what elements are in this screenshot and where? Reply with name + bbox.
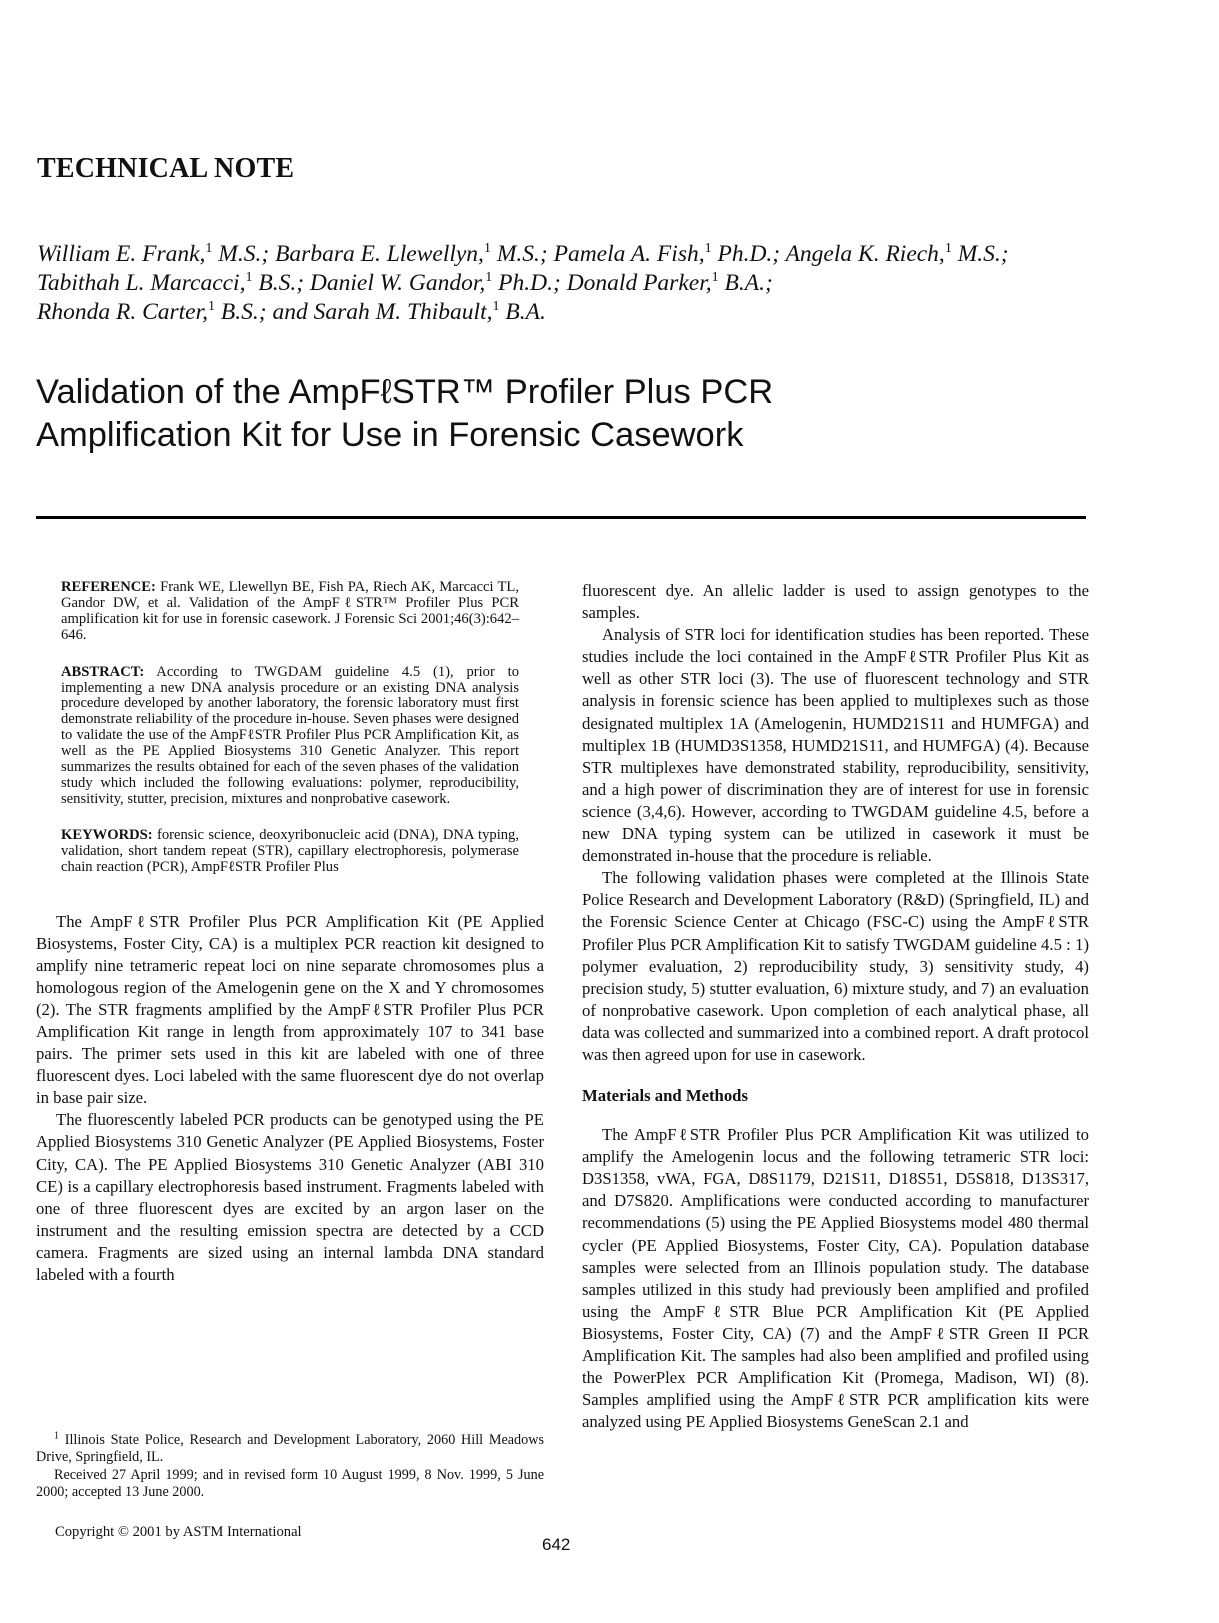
author: Pamela A. Fish,$^1$ Ph.D.; xyxy=(553,241,786,267)
title-line: Validation of the AmpFℓSTR™ Profiler Plus PCR xyxy=(36,373,774,411)
author: Donald Parker,$^1$ B.A.; xyxy=(566,270,773,296)
received-footnote: Received 27 April 1999; and in revised form 10 August 1999, 8 Nov. 1999, 5 June 2000; accepted 13 June 2000. xyxy=(36,1466,544,1500)
author: Barbara E. Llewellyn,$^1$ M.S.; xyxy=(275,241,554,267)
keywords-text: forensic science, deoxyribonucleic acid (DNA), DNA typing, validation, short tandem repeat (STR), capillary electrophoresis, polymerase chain reaction (PCR), AmpFℓSTR Profiler Plus xyxy=(61,826,519,875)
copyright-notice: Copyright © 2001 by ASTM International xyxy=(55,1524,302,1540)
title-line: Amplification Kit for Use in Forensic Casework xyxy=(36,416,744,454)
left-column xyxy=(36,580,544,1286)
author: and Sarah M. Thibault,$^1$ B.A. xyxy=(272,299,546,325)
abstract-text: According to TWGDAM guideline 4.5 (1), prior to implementing a new DNA analysis procedure or an existing DNA analysis procedure developed by another laboratory, the forensic laboratory must first demonstrate reliability of the procedure in-house. Seven phases were designed to validate the use of the AmpFℓSTR Profiler Plus PCR Amplification Kit, as well as the PE Applied Biosystems 310 Genetic Analyzer. This report summarizes the results obtained for each of the seven phases of the validation study which included the following evaluations: polymer, reproducibility, sensitivity, stutter, precision, mixtures and nonprobative casework. xyxy=(61,663,519,807)
paper-title xyxy=(36,371,1136,457)
body-paragraph: The AmpFℓSTR Profiler Plus PCR Amplification Kit (PE Applied Biosystems, Foster City, CA) is a multiplex PCR reaction kit designed to amplify nine tetrameric repeat loci on nine separate chromosomes plus a homologous region of the Amelogenin gene on the X and Y chromosomes (2). The STR fragments amplified by the AmpFℓSTR Profiler Plus PCR Amplification Kit range in length from approximately 107 to 341 base pairs. The primer sets used in this kit are labeled with one of three fluorescent dyes. Loci labeled with the same fluorescent dye do not overlap in base pair size. xyxy=(36,911,544,1108)
page-number: 642 xyxy=(542,1535,571,1554)
reference-block xyxy=(36,580,519,644)
right-column xyxy=(582,580,1089,1433)
title-divider xyxy=(36,516,1086,519)
reference-text: Frank WE, Llewellyn BE, Fish PA, Riech AK, Marcacci TL, Gandor DW, et al. Validation of the AmpFℓSTR™ Profiler Plus PCR amplification kit for use in forensic casework. J Forensic Sci 2001;46(3):642–646. xyxy=(61,579,519,643)
author: Daniel W. Gandor,$^1$ Ph.D.; xyxy=(309,270,567,296)
author: Angela K. Riech,$^1$ M.S.; xyxy=(785,241,1009,267)
body-paragraph: Analysis of STR loci for identification studies has been reported. These studies include the loci contained in the AmpFℓSTR Profiler Plus Kit as well as other STR loci (3). The use of fluorescent technology and STR analysis in forensic science has been applied to multiplexes such as those designated multiplex 1A (Amelogenin, HUMD21S11 and HUMFGA) and multiplex 1B (HUMD3S1358, HUMD21S11, and HUMFGA) (4). Because STR multiplexes have demonstrated stability, reproducibility, sensitivity, and a high power of discrimination they are of interest for use in forensic science (3,4,6). However, according to TWGDAM guideline 4.5, before a new DNA typing system can be utilized in casework it must be demonstrated in-house that the procedure is reliable. xyxy=(582,625,1089,866)
body-paragraph: fluorescent dye. An allelic ladder is used to assign genotypes to the samples. xyxy=(582,581,1089,623)
affiliation-footnote: $^1$ Illinois State Police, Research and Development Laboratory, 2060 Hill Meadows Drive, Springfield, IL. xyxy=(36,1430,544,1466)
author: Tabithah L. Marcacci,$^1$ B.S.; xyxy=(37,270,310,296)
reference-label: REFERENCE: xyxy=(61,579,156,595)
body-paragraph: The following validation phases were completed at the Illinois State Police Research and Development Laboratory (R&D) (Springfield, IL) and the Forensic Science Center at Chicago (FSC-C) using the AmpFℓSTR Profiler Plus PCR Amplification Kit to satisfy TWGDAM guideline 4.5 : 1) polymer evaluation, 2) reproducibility study, 3) sensitivity study, 4) precision study, 5) stutter evaluation, 6) mixture study, and 7) an evaluation of nonprobative casework. Upon completion of each analytical phase, all data was collected and summarized into a combined report. A draft protocol was then agreed upon for use in casework. xyxy=(582,868,1089,1064)
footnotes xyxy=(36,1432,544,1501)
author: William E. Frank,$^1$ M.S.; xyxy=(37,241,276,267)
body-paragraph: The AmpFℓSTR Profiler Plus PCR Amplification Kit was utilized to amplify the Amelogenin locus and the following tetrameric STR loci: D3S1358, vWA, FGA, D8S1179, D21S11, D18S51, D5S818, D13S317, and D7S820. Amplifications were conducted according to manufacturer recommendations (5) using the PE Applied Biosystems model 480 thermal cycler (PE Applied Biosystems, Foster City, CA). Population database samples were selected from an Illinois population study. The database samples utilized in this study had previously been amplified and profiled using the AmpFℓSTR Blue PCR Amplification Kit (PE Applied Biosystems, Foster City, CA) (7) and the AmpFℓSTR Green II PCR Amplification Kit. The samples had also been amplified and profiled using the PowerPlex PCR Amplification Kit (Promega, Madison, WI) (8). Samples amplified using the AmpFℓSTR PCR amplification kits were analyzed using PE Applied Biosystems GeneScan 2.1 and xyxy=(582,1125,1089,1432)
abstract-block xyxy=(36,665,519,808)
section-heading: Materials and Methods xyxy=(582,1086,748,1106)
body-paragraph: The fluorescently labeled PCR products can be genotyped using the PE Applied Biosystems 310 Genetic Analyzer (PE Applied Biosystems, Foster City, CA). The PE Applied Biosystems 310 Genetic Analyzer (ABI 310 CE) is a capillary electrophoresis based instrument. Fragments labeled with one of three fluorescent dyes are excited by an argon laser on the instrument and the resulting emission spectra are detected by a CCD camera. Fragments are sized using an internal lambda DNA standard labeled with a fourth xyxy=(36,1110,544,1284)
section-label: TECHNICAL NOTE xyxy=(37,153,295,184)
abstract-label: ABSTRACT: xyxy=(61,663,145,680)
author-list xyxy=(37,240,1157,327)
keywords-label: KEYWORDS: xyxy=(61,826,153,843)
keywords-block xyxy=(36,828,519,876)
author: Rhonda R. Carter,$^1$ B.S.; xyxy=(37,299,273,325)
